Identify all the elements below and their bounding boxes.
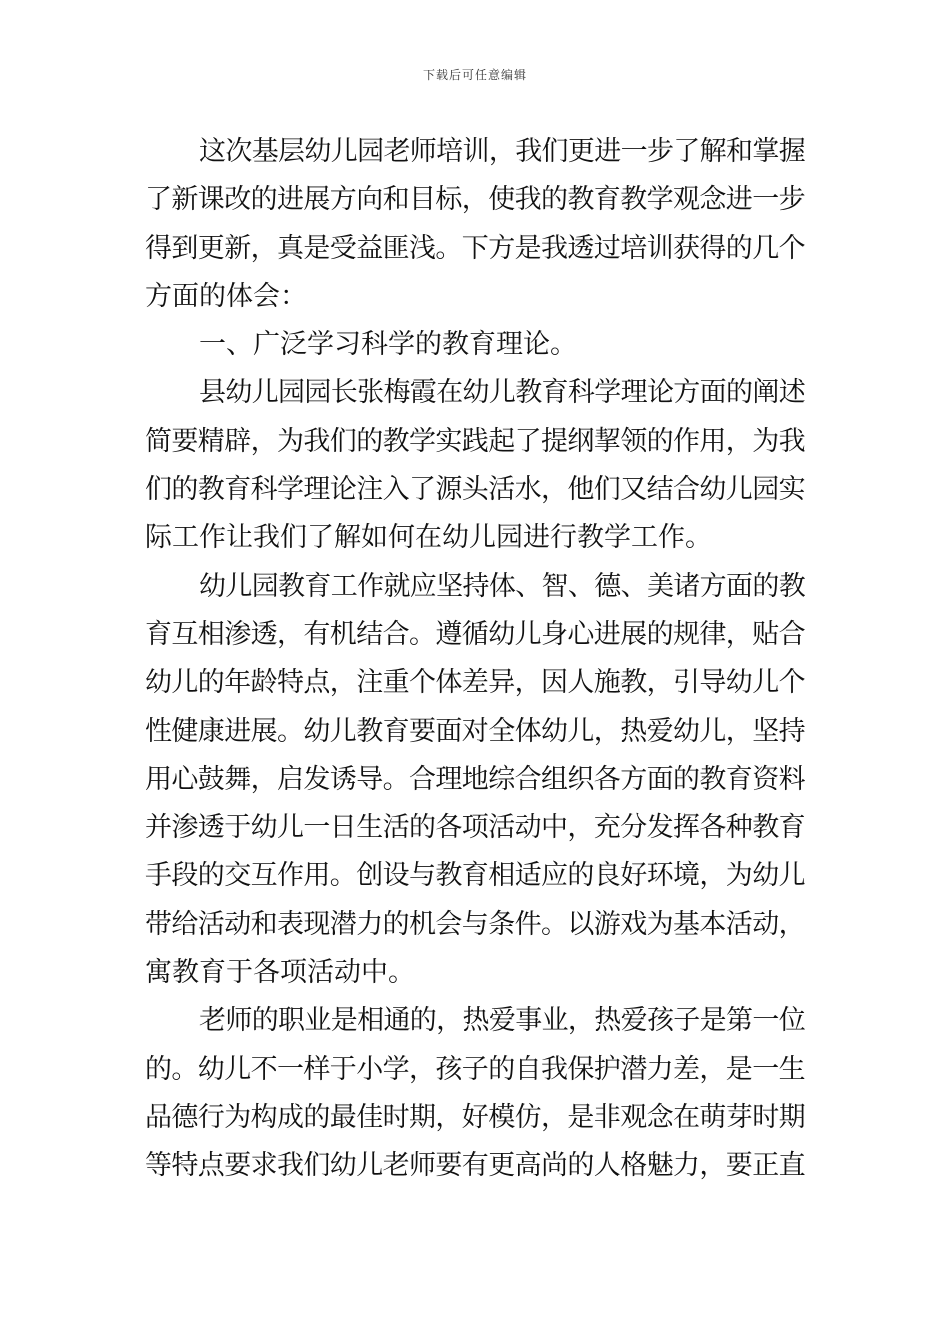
text-line: 育互相渗透，有机结合。遵循幼儿身心进展的规律，贴合 [145, 618, 805, 650]
text-line: 这次基层幼儿园老师培训，我们更进一步了解和掌握 [199, 136, 805, 167]
text-line: 品德行为构成的最佳时期，好模仿，是非观念在萌芽时期 [145, 1101, 805, 1133]
header-note: 下载后可任意编辑 [422, 68, 527, 82]
paragraph-education-work [145, 563, 805, 998]
text-line: 老师的职业是相通的，热爱事业，热爱孩子是第一位 [199, 1005, 805, 1037]
text-line: 简要精辟，为我们的教学实践起了提纲挈领的作用，为我 [145, 425, 805, 457]
text-line: 等特点要求我们幼儿老师要有更高尚的人格魅力，要正直 [145, 1150, 805, 1182]
text-line: 性健康进展。幼儿教育要面对全体幼儿，热爱幼儿，坚持 [145, 715, 805, 747]
heading-text: 一、广泛学习科学的教育理论。 [199, 329, 577, 361]
text-line: 带给活动和表现潜力的机会与条件。以游戏为基本活动， [145, 908, 805, 940]
section-heading [145, 321, 805, 369]
document-body [145, 128, 805, 1191]
text-line: 幼儿园教育工作就应坚持体、智、德、美诸方面的教 [199, 570, 805, 602]
text-line: 用心鼓舞，启发诱导。合理地综合组织各方面的教育资料 [145, 763, 805, 795]
text-line: 手段的交互作用。创设与教育相适应的良好环境，为幼儿 [145, 860, 805, 892]
paragraph-teacher-profession [145, 997, 805, 1190]
text-line: 并渗透于幼儿一日生活的各项活动中，充分发挥各种教育 [145, 812, 805, 844]
paragraph-theory [145, 369, 805, 562]
text-line: 的。幼儿不一样于小学，孩子的自我保护潜力差，是一生 [145, 1053, 805, 1085]
text-line: 得到更新，真是受益匪浅。下方是我透过培训获得的几个 [145, 232, 805, 264]
text-line: 县幼儿园园长张梅霞在幼儿教育科学理论方面的阐述 [199, 377, 805, 409]
paragraph-intro [145, 128, 805, 321]
text-line: 了新课改的进展方向和目标，使我的教育教学观念进一步 [145, 184, 805, 216]
text-line: 际工作让我们了解如何在幼儿园进行教学工作。 [145, 522, 712, 554]
text-line: 们的教育科学理论注入了源头活水，他们又结合幼儿园实 [145, 474, 805, 506]
text-line: 方面的体会： [145, 280, 307, 312]
text-line: 幼儿的年龄特点，注重个体差异，因人施教，引导幼儿个 [145, 667, 805, 699]
text-line: 寓教育于各项活动中。 [145, 957, 415, 989]
